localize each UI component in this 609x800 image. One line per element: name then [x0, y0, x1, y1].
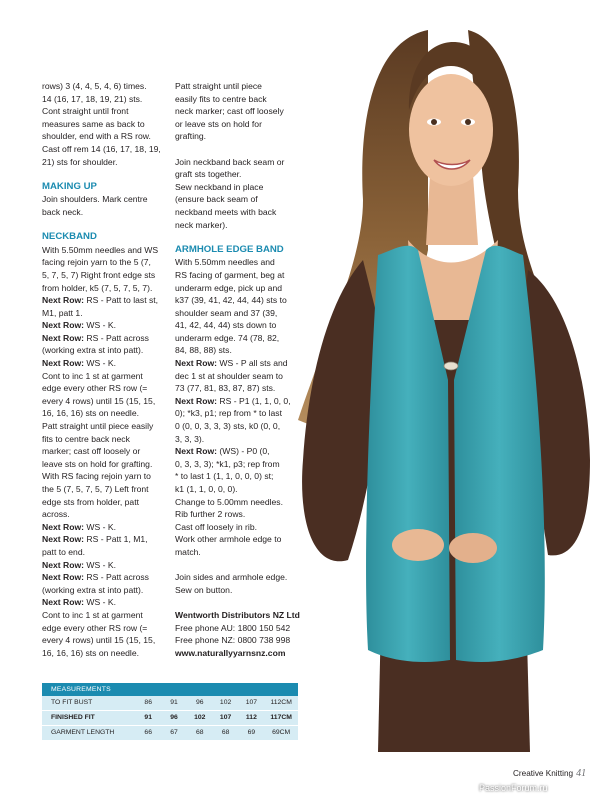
text-line: [42, 344, 166, 357]
instruction-text: patt to end.: [42, 546, 86, 557]
text-line: [175, 458, 305, 471]
text-line: [42, 609, 166, 622]
text-line: [175, 508, 305, 521]
text-line: [42, 483, 166, 496]
text-line: back neck.: [42, 206, 84, 217]
text-line: [42, 584, 166, 597]
join-text: [175, 156, 305, 232]
measurement-value: 102: [194, 714, 206, 721]
instruction-text: leave sts on hold for grafting.: [42, 458, 153, 469]
text-line: graft sts together.: [175, 169, 242, 180]
instruction-text: Cast off loosely in rib.: [175, 521, 257, 532]
next-row-label: Next Row:: [42, 358, 85, 369]
instruction-text: WS - K.: [84, 597, 117, 608]
instruction-text: WS - P all sts and: [217, 358, 288, 369]
instruction-text: (working extra st into patt).: [42, 345, 144, 356]
text-line: [42, 470, 166, 483]
measurement-value: 102: [219, 699, 232, 706]
measurement-row: [42, 711, 298, 726]
measurements-heading: MEASUREMENTS: [42, 683, 298, 696]
text-line: [175, 382, 305, 395]
instruction-text: every 4 rows) until 15 (15, 15,: [42, 635, 156, 646]
instruction-text: edge sts from holder, patt: [42, 496, 139, 507]
text-line: [175, 344, 305, 357]
column-left: [42, 80, 166, 659]
text-line: 21) sts for shoulder.: [42, 156, 118, 167]
text-line: [42, 382, 166, 395]
instruction-text: the 5 (7, 5, 7, 5, 7) Left front: [42, 484, 149, 494]
text-line: neck marker; cast off loosely: [175, 106, 284, 117]
instruction-text: edge every other RS row (=: [42, 622, 148, 633]
distributor-name: Wentworth Distributors NZ Ltd: [175, 609, 300, 620]
text-line: [175, 319, 305, 332]
instruction-text: 73 (77, 81, 83, 87, 87) sts.: [175, 383, 276, 394]
next-row-label: Next Row:: [175, 358, 218, 369]
next-row-label: Next Row:: [42, 521, 85, 532]
text-line: [42, 445, 166, 458]
text-line: [175, 332, 305, 345]
text-line: [175, 357, 305, 370]
text-line: [175, 533, 305, 546]
watermark: PassionForum.ru: [479, 783, 548, 793]
instruction-text: marker; cast off loosely or: [42, 446, 141, 457]
distributor-info: [175, 609, 305, 659]
next-row-label: Next Row:: [42, 320, 85, 331]
text-line: [42, 559, 166, 572]
measurement-label: GARMENT LENGTH: [51, 729, 115, 736]
instruction-text: dec 1 st at shoulder seam to: [175, 370, 283, 381]
text-line: rows) 3 (4, 4, 5, 4, 6) times.: [42, 81, 147, 91]
armhole-heading: ARMHOLE EDGE BAND: [175, 243, 284, 255]
instruction-text: from holder, k5 (7, 5, 7, 5, 7).: [42, 282, 153, 293]
page-footer: [513, 768, 586, 779]
instruction-text: (working extra st into patt).: [42, 584, 144, 595]
page-number: 41: [576, 768, 587, 779]
measurement-value: 112CM: [270, 699, 292, 706]
magazine-name: Creative Knitting: [513, 769, 574, 778]
text-line: [42, 357, 166, 370]
instruction-text: 0); *k3, p1; rep from * to last: [175, 408, 282, 419]
phone-nz: Free phone NZ: 0800 738 998: [175, 635, 291, 646]
text-line: [42, 571, 166, 584]
measurement-row: [42, 726, 298, 741]
next-row-label: Next Row:: [175, 446, 218, 457]
instruction-text: RS - P1 (1, 1, 0, 0,: [217, 395, 291, 406]
text-line: [42, 496, 166, 509]
text-line: easily fits to centre back: [175, 93, 267, 104]
instruction-text: (WS) - P0 (0,: [217, 446, 270, 457]
text-line: [175, 282, 305, 295]
text-line: [42, 521, 166, 534]
instruction-text: RS - Patt across: [84, 572, 149, 583]
armhole-text: [175, 256, 305, 558]
instruction-text: WS - K.: [84, 559, 117, 570]
text-line: Sew neckband in place: [175, 181, 264, 192]
text-line: 14 (16, 17, 18, 19, 21) sts.: [42, 93, 143, 104]
text-line: Cont straight until front: [42, 106, 129, 117]
text-line: [42, 508, 166, 521]
text-line: [42, 433, 166, 446]
instruction-text: Cont to inc 1 st at garment: [42, 370, 143, 381]
text-line: measures same as back to: [42, 118, 145, 129]
text-line: [175, 470, 305, 483]
text-line: neckband meets with back: [175, 206, 277, 217]
measurement-value: 66: [144, 729, 152, 736]
instruction-text: Patt straight until piece easily: [42, 421, 154, 432]
instruction-text: facing rejoin yarn to the 5 (7,: [42, 257, 151, 268]
instruction-text: 5, 7, 5, 7) Right front edge sts: [42, 269, 156, 280]
text-line: Cast off rem 14 (16, 17, 18, 19,: [42, 143, 161, 154]
measurement-value: 96: [196, 699, 204, 706]
instruction-text: With 5.50mm needles and: [175, 257, 275, 268]
instruction-text: Cont to inc 1 st at garment: [42, 609, 143, 620]
text-line: [42, 395, 166, 408]
text-line: Join sides and armhole edge.: [175, 572, 288, 583]
instruction-text: 16, 16, 16) sts on needle.: [42, 408, 139, 419]
text-line: [42, 596, 166, 609]
text-line: [175, 395, 305, 408]
instruction-text: RS - Patt to last st,: [84, 295, 159, 306]
text-line: [175, 546, 305, 559]
text-line: [42, 458, 166, 471]
text-line: [175, 370, 305, 383]
text-line: Join neckband back seam or: [175, 156, 285, 167]
making-up-heading: MAKING UP: [42, 180, 97, 192]
measurement-value: 91: [144, 714, 152, 721]
text-line: [175, 407, 305, 420]
text-line: [42, 307, 166, 320]
instruction-text: M1, patt 1.: [42, 307, 83, 318]
measurement-value: 67: [170, 729, 178, 736]
column-right: [175, 80, 305, 659]
measurement-value: 107: [245, 699, 258, 706]
measurement-value: 107: [219, 714, 232, 721]
text-line: [175, 483, 305, 496]
next-row-label: Next Row:: [42, 572, 85, 583]
intro-text: [175, 80, 305, 143]
instruction-text: 0, 3, 3, 3); *k1, p3; rep from: [175, 458, 280, 469]
measurement-value: 86: [144, 699, 152, 706]
instruction-text: every 4 rows) until 15 (15, 15,: [42, 395, 156, 406]
text-line: [175, 433, 305, 446]
instruction-text: edge every other RS row (=: [42, 383, 148, 394]
model-photo: [268, 0, 609, 752]
text-line: [42, 634, 166, 647]
measurement-label: TO FIT BUST: [51, 699, 93, 706]
instruction-text: fits to centre back neck: [42, 433, 130, 444]
text-line: neck marker).: [175, 219, 228, 230]
text-line: (ensure back seam of: [175, 194, 258, 205]
instruction-text: k1 (1, 1, 0, 0, 0).: [175, 484, 238, 494]
text-line: [175, 269, 305, 282]
instruction-text: Rib further 2 rows.: [175, 509, 246, 520]
measurement-label: FINISHED FIT: [51, 714, 95, 721]
instruction-text: 0 (0, 0, 3, 3, 3) sts, k0 (0, 0,: [175, 421, 281, 432]
measurement-value: 112: [245, 714, 257, 721]
neckband-text: [42, 244, 166, 660]
text-line: [175, 294, 305, 307]
text-line: [175, 307, 305, 320]
text-line: [42, 647, 166, 660]
text-line: [42, 294, 166, 307]
measurement-row: [42, 696, 298, 711]
text-line: [42, 244, 166, 257]
text-line: [42, 407, 166, 420]
text-line: Join shoulders. Mark centre: [42, 194, 148, 205]
phone-au: Free phone AU: 1800 150 542: [175, 622, 291, 633]
text-line: [42, 256, 166, 269]
instruction-text: WS - K.: [84, 358, 117, 369]
instruction-text: across.: [42, 509, 70, 520]
instruction-text: With RS facing rejoin yarn to: [42, 471, 151, 482]
instruction-text: 16, 16, 16) sts on needle.: [42, 647, 139, 658]
instruction-text: RS facing of garment, beg at: [175, 269, 285, 280]
text-line: [42, 533, 166, 546]
text-line: [42, 622, 166, 635]
intro-text: [42, 80, 166, 168]
next-row-label: Next Row:: [42, 534, 85, 545]
instruction-text: 3, 3, 3).: [175, 433, 205, 444]
measurement-value: 69CM: [272, 729, 291, 736]
instruction-text: 84, 88, 88) sts.: [175, 345, 232, 356]
finish-text: [175, 571, 305, 596]
measurement-value: 96: [170, 714, 178, 721]
instruction-text: RS - Patt across: [84, 332, 149, 343]
next-row-label: Next Row:: [175, 395, 218, 406]
text-line: [42, 282, 166, 295]
instruction-text: WS - K.: [84, 320, 117, 331]
instruction-text: With 5.50mm needles and WS: [42, 244, 159, 255]
text-line: [42, 269, 166, 282]
text-line: shoulder, end with a RS row.: [42, 131, 151, 142]
next-row-label: Next Row:: [42, 597, 85, 608]
text-line: [42, 546, 166, 559]
next-row-label: Next Row:: [42, 559, 85, 570]
measurement-value: 117CM: [270, 714, 292, 721]
text-line: [175, 256, 305, 269]
instruction-text: 41, 42, 44, 44) sts down to: [175, 320, 277, 331]
text-line: or leave sts on hold for: [175, 118, 262, 129]
text-line: [42, 420, 166, 433]
instruction-text: * to last 1 (1, 1, 0, 0, 0) st;: [175, 471, 274, 482]
text-line: [175, 496, 305, 509]
next-row-label: Next Row:: [42, 332, 85, 343]
instruction-text: shoulder seam and 37 (39,: [175, 307, 278, 318]
measurement-value: 69: [247, 729, 256, 736]
instruction-text: Work other armhole edge to: [175, 534, 282, 545]
instruction-text: underarm edge. 74 (78, 82,: [175, 332, 280, 343]
measurement-value: 68: [196, 729, 204, 736]
website-link[interactable]: www.naturallyyarnsnz.com: [175, 647, 286, 658]
making-up-text: [42, 193, 166, 218]
text-line: [175, 445, 305, 458]
text-line: Patt straight until piece: [175, 81, 262, 91]
neckband-heading: NECKBAND: [42, 231, 97, 243]
text-line: [42, 332, 166, 345]
text-line: [175, 521, 305, 534]
text-line: grafting.: [175, 131, 207, 142]
instruction-text: match.: [175, 546, 201, 557]
measurements-table: [42, 683, 298, 741]
instruction-text: WS - K.: [84, 521, 117, 532]
instruction-text: k37 (39, 41, 42, 44, 44) sts to: [175, 295, 287, 306]
text-line: [42, 370, 166, 383]
text-line: [175, 420, 305, 433]
instruction-text: Change to 5.00mm needles.: [175, 496, 283, 507]
next-row-label: Next Row:: [42, 295, 85, 306]
text-line: [42, 319, 166, 332]
measurement-value: 91: [170, 699, 178, 706]
measurement-value: 68: [221, 729, 230, 736]
text-line: Sew on button.: [175, 584, 233, 595]
instruction-text: RS - Patt 1, M1,: [84, 534, 148, 545]
instruction-text: underarm edge, pick up and: [175, 282, 283, 293]
